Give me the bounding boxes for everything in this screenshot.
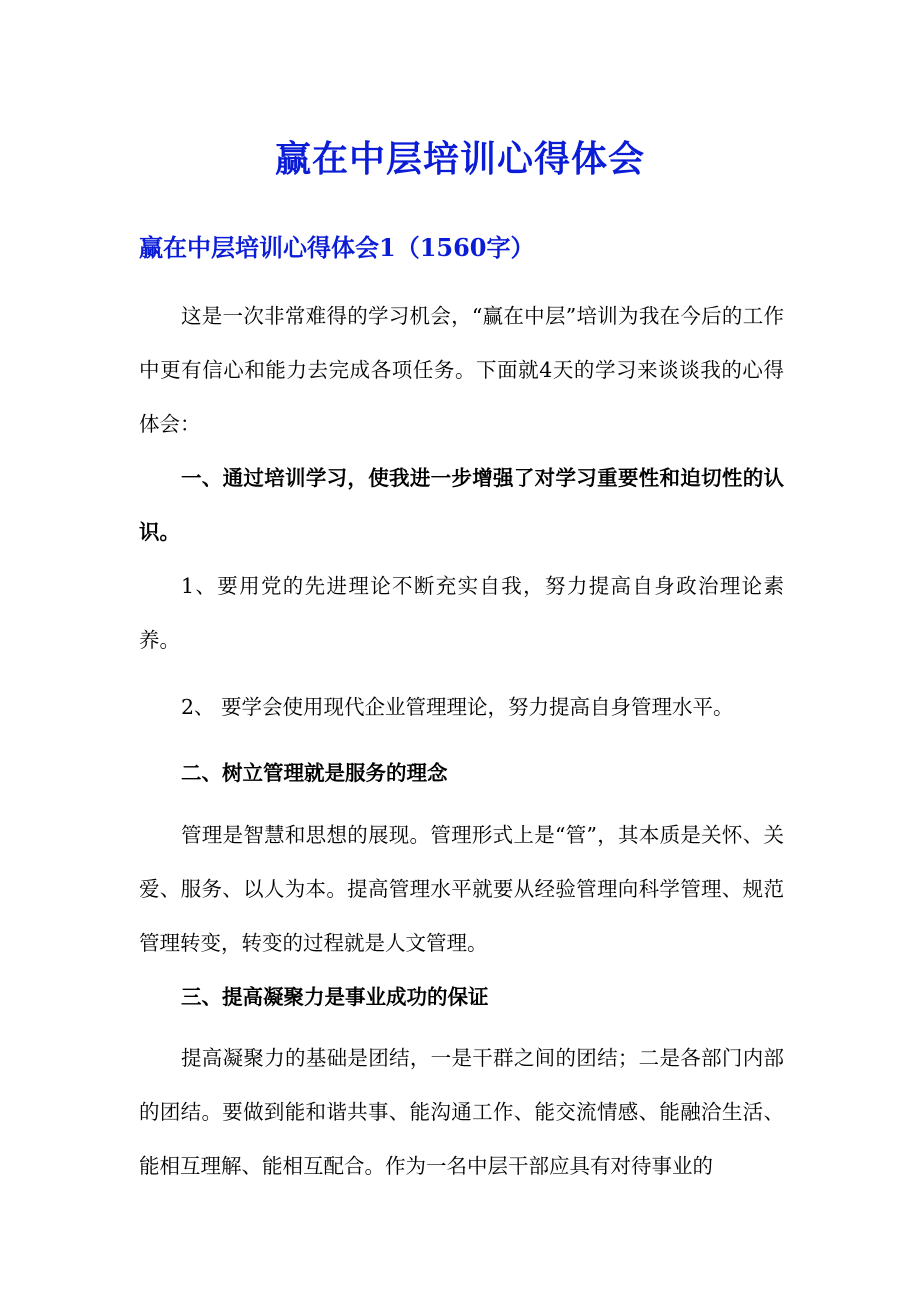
heading-three: 三、提高凝聚力是事业成功的保证: [181, 985, 489, 1009]
intro-paragraph: 这是一次非常难得的学习机会，“赢在中层”培训为我在今后的工作中更有信心和能力去完成各项任务。下面就4天的学习来谈谈我的心得体会：: [139, 304, 784, 436]
management-paragraph: 管理是智慧和思想的展现。管理形式上是“管”，其本质是关怀、关爱、服务、以人为本。提高管理水平就要从经验管理向科学管理、规范管理转变，转变的过程就是人文管理。: [139, 823, 784, 955]
list-item-one: 1、要用党的先进理论不断充实自我，努力提高自身政治理论素养。: [139, 574, 784, 652]
cohesion-paragraph: 提高凝聚力的基础是团结，一是干群之间的团结；二是各部门内部的团结。要做到能和谐共事、能沟通工作、能交流情感、能融洽生活、能相互理解、能相互配合。作为一名中层干部应具有对待事业的: [139, 1046, 784, 1178]
section-subtitle: 赢在中层培训心得体会1（1560字）: [139, 233, 535, 262]
document-title: 赢在中层培训心得体会: [274, 138, 645, 180]
list-item-two: 2、 要学会使用现代企业管理理论，努力提高自身管理水平。: [181, 695, 734, 719]
heading-one: 一、通过培训学习，使我进一步增强了对学习重要性和迫切性的认识。: [139, 466, 784, 544]
heading-two: 二、树立管理就是服务的理念: [181, 761, 448, 785]
